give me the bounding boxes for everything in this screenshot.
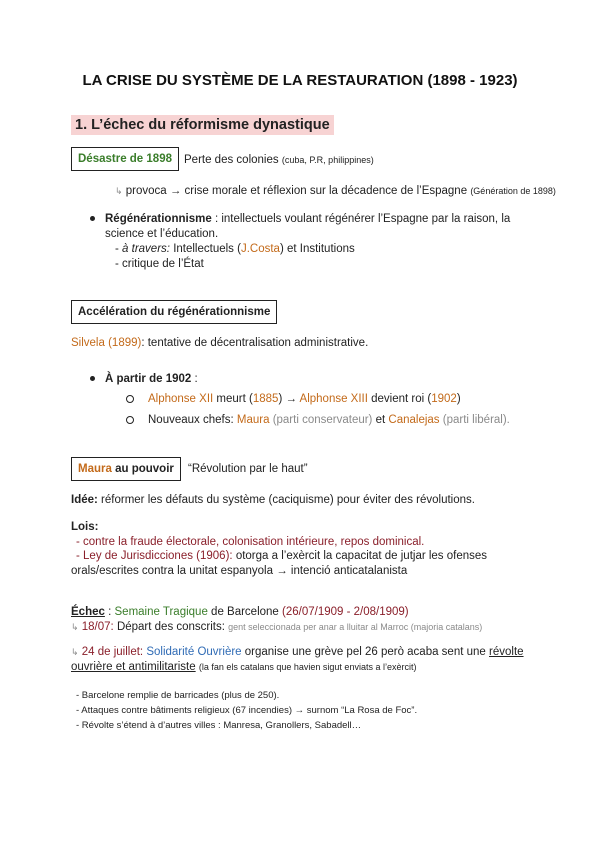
provoca-small: (Génération de 1898) (470, 186, 556, 196)
maura-quote: “Révolution par le haut” (188, 463, 308, 475)
acceleration-box (71, 300, 277, 324)
bullet-icon (90, 376, 95, 381)
silvela-text: : tentative de décentralisation administrative. (141, 337, 369, 349)
partir-label: À partir de 1902 (105, 373, 192, 385)
item2-a: Nouveaux chefs: (148, 414, 234, 426)
regen-sub1-end: ) et Institutions (279, 243, 355, 255)
parti-conservateur: (parti conservateur) (272, 414, 373, 426)
circle-bullet-icon (126, 395, 134, 403)
echec-dates: (26/07/1909 - 2/08/1909) (282, 606, 409, 618)
lois-label: Lois: (71, 521, 99, 533)
regen-italic: à travers: (122, 243, 170, 255)
date-1807: 18/07: (81, 621, 114, 633)
juillet-small: (la fan els catalans que havien sigut enviats a l’exèrcit) (198, 662, 417, 672)
echec-line (71, 606, 409, 618)
regen-sub1-text: Intellectuels ( (173, 243, 241, 255)
regen-text1: : intellectuels voulant régénérer l’Espagne par la raison, la (214, 213, 511, 225)
silvela-line (71, 337, 368, 349)
desastre-line (184, 154, 374, 166)
regen-sub1 (115, 243, 355, 255)
provoca-text: provoca → crise morale et réflexion sur la décadence de l’Espagne (125, 185, 468, 197)
list-item: - Barcelone remplie de barricades (plus de 250). (76, 690, 280, 701)
alphonse-xiii: Alphonse XIII (299, 393, 368, 405)
page-title: LA CRISE DU SYSTÈME DE LA RESTAURATION (1898 - 1923) (82, 72, 518, 89)
parti-liberal: (parti libéral). (442, 414, 510, 426)
year-1902: 1902 (431, 393, 457, 405)
revolte-word: révolte (489, 646, 524, 658)
partir-line (90, 373, 198, 385)
canalejas-name: Canalejas (388, 414, 440, 426)
year-1885: 1885 (252, 393, 279, 405)
semaine-tragique: Semaine Tragique (114, 606, 208, 618)
conscrits-line (71, 621, 482, 633)
desastre-text: Perte des colonies (184, 154, 279, 166)
echec-de: de Barcelone (211, 606, 279, 618)
echec-label: Échec (71, 606, 105, 618)
date-24-juillet: 24 de juillet: (81, 646, 144, 658)
arrow-icon: ↳ (115, 186, 123, 196)
desastre-label: Désastre de 1898 (78, 153, 172, 165)
idee-label: Idée: (71, 494, 98, 506)
revolte-rest: ouvrière et antimilitariste (71, 661, 196, 673)
loi1: - contre la fraude électorale, colonisation intérieure, repos dominical. (76, 536, 425, 548)
circle-bullet-icon (126, 416, 134, 424)
maura-name: Maura (236, 414, 270, 426)
item1-h: ) (456, 393, 461, 405)
arrow-icon: ↳ (71, 647, 79, 657)
list-item: - Attaques contre bâtiments religieux (67 incendies) → surnom “La Rosa de Foc”. (76, 705, 418, 716)
item2-line (126, 414, 510, 426)
regen-sub2: - critique de l’État (115, 258, 204, 270)
alphonse-xii: Alphonse XII (148, 393, 214, 405)
loi2-title: - Ley de Jurisdicciones (1906): (76, 550, 233, 562)
maura-box (71, 457, 181, 481)
juillet-line (71, 646, 524, 658)
desastre-small: (cuba, P.R, philippines) (281, 155, 374, 165)
costa-name: J.Costa (240, 243, 280, 255)
loi2-text: otorga a l’exèrcit la capacitat de jutjar les ofenses (235, 550, 488, 562)
loi2-line2: orals/escrites contra la unitat espanyola → intenció anticatalanista (71, 565, 408, 577)
acceleration-label: Accélération du régénérationnisme (78, 306, 271, 318)
item1-d: ) → (278, 393, 297, 405)
silvela-year: (1899) (108, 337, 142, 349)
idee-text: réformer les défauts du système (caciquisme) pour éviter des révolutions. (101, 494, 475, 506)
regen-line2: science et l’éducation. (105, 228, 219, 240)
item1-b: meurt ( (216, 393, 253, 405)
regen-line1 (90, 213, 510, 225)
bullet-icon (90, 216, 95, 221)
solidarite-ouvriere: Solidarité Ouvrière (146, 646, 242, 658)
provoca-line (115, 185, 556, 197)
item2-et: et (375, 414, 386, 426)
item1-line (126, 393, 461, 405)
arrow-icon: ↳ (71, 622, 79, 632)
section-heading: 1. L’échec du réformisme dynastique (71, 115, 334, 135)
juillet-text: organise une grève pel 26 però acaba sent une (244, 646, 486, 658)
silvela-name: Silvela (71, 337, 105, 349)
dash: - (115, 243, 119, 255)
desastre-box (71, 147, 179, 171)
list-item: - Révolte s’étend à d’autres villes : Manresa, Granollers, Sabadell… (76, 720, 362, 731)
item1-f: devient roi ( (371, 393, 432, 405)
maura-box-rest: au pouvoir (115, 463, 174, 475)
maura-box-name: Maura (78, 463, 112, 475)
echec-colon: : (108, 606, 112, 618)
loi2-line (76, 550, 487, 562)
idee-line (71, 494, 475, 506)
juillet-line2 (71, 661, 416, 673)
partir-colon: : (194, 373, 198, 385)
conscrits-text: Départ des conscrits: (116, 621, 225, 633)
regen-term: Régénérationnisme (105, 213, 212, 225)
conscrits-small: gent seleccionada per anar a lluitar al Marroc (majoria catalans) (228, 622, 483, 632)
